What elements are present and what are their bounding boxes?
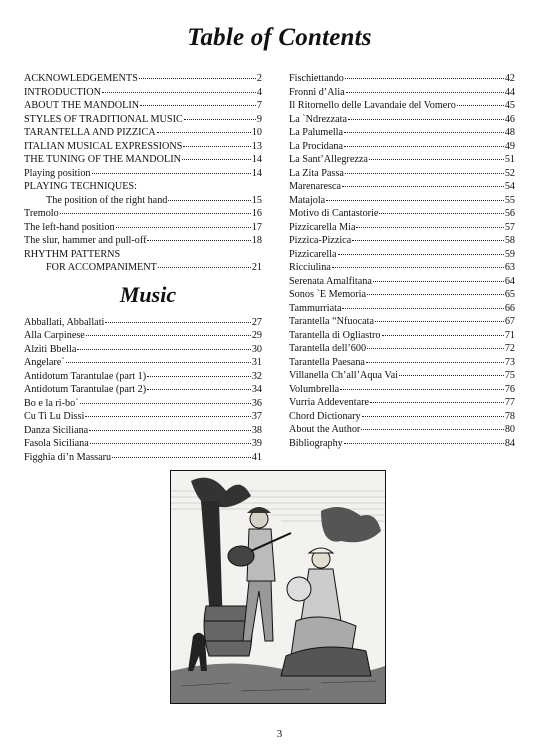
- toc-entry-title: Bibliography: [289, 437, 343, 449]
- toc-right-list: [289, 72, 515, 450]
- toc-entry-page: 16: [251, 208, 262, 219]
- dot-leader: [332, 267, 504, 268]
- toc-entry: [24, 86, 262, 100]
- toc-entry-page: 84: [504, 437, 515, 449]
- dot-leader: [338, 254, 504, 255]
- toc-entry-page: 45: [504, 100, 515, 111]
- toc-entry: [289, 207, 515, 221]
- dot-leader: [66, 362, 251, 363]
- section-heading-music: Music: [119, 281, 177, 307]
- toc-entry-page: 34: [251, 384, 262, 395]
- toc-entry: [289, 315, 515, 329]
- toc-entry-page: 44: [504, 86, 515, 98]
- toc-entry-title: Marenaresca: [289, 181, 342, 192]
- dot-leader: [116, 227, 251, 228]
- toc-entry-page: 58: [504, 235, 515, 246]
- toc-entry: [24, 126, 262, 140]
- toc-entry: [289, 329, 515, 343]
- toc-entry-title: Serenata Amalfitana: [289, 275, 372, 287]
- toc-entry-page: 78: [504, 410, 515, 422]
- toc-entry-title: The position of the right hand: [46, 194, 168, 206]
- toc-entry-page: 39: [251, 438, 262, 449]
- toc-entry: [24, 261, 262, 275]
- toc-entry-title: Abballati, Abballati: [24, 316, 105, 328]
- toc-entry: [289, 410, 515, 424]
- toc-entry-page: 18: [251, 235, 262, 246]
- toc-entry: [289, 167, 515, 181]
- toc-entry-page: 66: [504, 302, 515, 314]
- toc-entry-page: 52: [504, 167, 515, 179]
- dot-leader: [356, 227, 503, 228]
- toc-entry: [289, 72, 515, 86]
- toc-entry-title: Bo e la ri-bo`: [24, 397, 79, 409]
- dot-leader: [105, 322, 250, 323]
- toc-entry-page: 64: [504, 275, 515, 287]
- toc-entry-title: La Procidana: [289, 140, 344, 152]
- dot-leader: [80, 403, 251, 404]
- toc-entry: [289, 423, 515, 437]
- toc-entry: [289, 288, 515, 302]
- toc-entry: [289, 302, 515, 316]
- toc-entry-page: 10: [251, 127, 262, 138]
- dot-leader: [362, 416, 504, 417]
- dot-leader: [345, 173, 504, 174]
- toc-entry: [24, 194, 262, 208]
- toc-entry: [289, 221, 515, 235]
- toc-entry: [24, 140, 262, 154]
- toc-entry-page: 37: [251, 411, 262, 422]
- toc-entry-title: Danza Siciliana: [24, 424, 89, 436]
- toc-entry: [289, 383, 515, 397]
- toc-entry-page: 75: [504, 370, 515, 381]
- dot-leader: [112, 457, 251, 458]
- toc-entry-page: 77: [504, 397, 515, 408]
- toc-entry-page: 27: [251, 316, 262, 328]
- dot-leader: [340, 389, 504, 390]
- dot-leader: [457, 105, 504, 106]
- dot-leader: [147, 376, 251, 377]
- toc-entry-page: 2: [256, 73, 262, 84]
- toc-right-column: [289, 72, 515, 450]
- dot-leader: [90, 443, 251, 444]
- toc-entry-page: 41: [251, 451, 262, 463]
- toc-entry: [289, 99, 515, 113]
- toc-entry: [24, 153, 262, 167]
- toc-entry-title: Tarantella “Nfuocata: [289, 316, 374, 327]
- toc-entry-page: 71: [504, 329, 515, 341]
- toc-entry-title: Sonos `E Memoria: [289, 289, 366, 300]
- toc-entry-page: 54: [504, 181, 515, 192]
- toc-entry: [24, 316, 262, 330]
- toc-entry: [24, 343, 262, 357]
- toc-entry: [289, 356, 515, 370]
- dot-leader: [344, 132, 504, 133]
- dot-leader: [147, 389, 251, 390]
- toc-entry: [24, 234, 262, 248]
- toc-entry-page: 36: [251, 397, 262, 409]
- toc-entry-page: 46: [504, 113, 515, 125]
- dot-leader: [346, 92, 504, 93]
- toc-entry-title: THE TUNING OF THE MANDOLIN: [24, 154, 181, 165]
- toc-entry: [289, 261, 515, 275]
- toc-entry-title: STYLES OF TRADITIONAL MUSIC: [24, 113, 183, 125]
- dot-leader: [344, 146, 504, 147]
- toc-entry-title: FOR ACCOMPANIMENT: [46, 262, 157, 273]
- toc-entry-page: 15: [251, 194, 262, 206]
- toc-entry-title: Tremolo: [24, 208, 59, 219]
- toc-entry: [24, 356, 262, 370]
- page-number: 3: [276, 728, 283, 740]
- toc-entry-title: RHYTHM PATTERNS: [24, 248, 121, 260]
- toc-entry-page: 13: [251, 140, 262, 152]
- toc-entry: [289, 396, 515, 410]
- toc-entry-page: 51: [504, 154, 515, 165]
- toc-entry-page: 73: [504, 356, 515, 368]
- dot-leader: [367, 294, 504, 295]
- toc-entry: [289, 180, 515, 194]
- toc-entry-title: Tarantella dell’600: [289, 343, 367, 354]
- toc-entry-title: Tammurriata: [289, 302, 342, 314]
- dot-leader: [342, 308, 503, 309]
- toc-entry-title: Antidotum Tarantulae (part 1): [24, 370, 147, 382]
- dot-leader: [158, 267, 251, 268]
- toc-entry-title: Alziti Bbella: [24, 343, 77, 355]
- toc-entry-title: Antidotum Tarantulae (part 2): [24, 384, 147, 395]
- toc-entry-title: Pizzica-Pizzica: [289, 235, 352, 246]
- toc-entry: [289, 234, 515, 248]
- dot-leader: [382, 335, 504, 336]
- toc-entry: [289, 275, 515, 289]
- dot-leader: [86, 335, 251, 336]
- toc-entry-page: 76: [504, 383, 515, 395]
- toc-entry: [289, 113, 515, 127]
- toc-entry-title: Figghia di’n Massaru: [24, 451, 112, 463]
- toc-entry-page: 38: [251, 424, 262, 436]
- dot-leader: [326, 200, 504, 201]
- toc-entry-title: La Palumella: [289, 127, 344, 138]
- toc-entry-title: Matajola: [289, 194, 326, 206]
- toc-entry: [24, 180, 262, 194]
- dot-leader: [183, 146, 250, 147]
- dot-leader: [60, 213, 251, 214]
- toc-entry-title: Chord Dictionary: [289, 410, 361, 422]
- toc-entry-page: 65: [504, 289, 515, 300]
- toc-entry: [24, 99, 262, 113]
- toc-entry: [289, 194, 515, 208]
- toc-entry-title: Volumbrella: [289, 383, 340, 395]
- toc-entry-page: 9: [256, 113, 262, 125]
- dot-leader: [157, 132, 251, 133]
- toc-entry-title: TARANTELLA AND PIZZICA: [24, 127, 156, 138]
- toc-entry: [24, 424, 262, 438]
- dot-leader: [379, 213, 503, 214]
- toc-entry-title: PLAYING TECHNIQUES:: [24, 181, 137, 192]
- dot-leader: [182, 159, 251, 160]
- toc-entry: [24, 370, 262, 384]
- toc-entry-title: ITALIAN MUSICAL EXPRESSIONS: [24, 140, 183, 152]
- toc-entry: [289, 369, 515, 383]
- toc-entry-page: 7: [256, 100, 262, 111]
- toc-entry-page: 4: [256, 86, 262, 98]
- toc-entry-page: 67: [504, 316, 515, 327]
- toc-entry-title: Fronni d’Alia: [289, 86, 345, 98]
- toc-entry-title: Vurria Addeventare: [289, 397, 370, 408]
- toc-entry-title: La Sant’Allegrezza: [289, 154, 368, 165]
- toc-entry-page: 57: [504, 221, 515, 233]
- toc-entry-title: The left-hand position: [24, 221, 115, 233]
- dot-leader: [399, 375, 504, 376]
- toc-entry: [289, 126, 515, 140]
- toc-entry-page: 49: [504, 140, 515, 152]
- toc-left-column: [24, 72, 262, 464]
- toc-entry-title: Pizzicarella Mia: [289, 221, 356, 233]
- dot-leader: [147, 240, 250, 241]
- dot-leader: [139, 78, 256, 79]
- toc-entry-title: Ricciulina: [289, 262, 331, 273]
- dot-leader: [348, 119, 504, 120]
- dot-leader: [367, 348, 504, 349]
- toc-entry-title: INTRODUCTION: [24, 86, 101, 98]
- toc-entry: [24, 410, 262, 424]
- toc-entry-title: Alla Carpinese: [24, 330, 85, 341]
- toc-entry-title: La Zita Passa: [289, 167, 344, 179]
- toc-entry-page: 59: [504, 248, 515, 260]
- dot-leader: [77, 349, 250, 350]
- toc-entry-page: 31: [251, 357, 262, 368]
- dot-leader: [89, 430, 251, 431]
- toc-entry-title: Fasola Siciliana: [24, 438, 89, 449]
- toc-entry-title: Tarantella Paesana: [289, 356, 365, 368]
- toc-intro-list: [24, 72, 262, 275]
- toc-entry-title: Villanella Ch’all’Aqua Vai: [289, 370, 398, 381]
- dot-leader: [369, 159, 504, 160]
- toc-entry-title: Playing position: [24, 167, 91, 179]
- dot-leader: [361, 429, 504, 430]
- toc-entry-page: 30: [251, 343, 262, 355]
- toc-entry: [24, 72, 262, 86]
- toc-entry: [289, 248, 515, 262]
- toc-entry: [24, 167, 262, 181]
- toc-entry: [289, 140, 515, 154]
- toc-entry-page: 56: [504, 208, 515, 219]
- toc-entry: [289, 153, 515, 167]
- toc-entry-page: 80: [504, 424, 515, 435]
- toc-entry: [24, 437, 262, 451]
- dot-leader: [373, 281, 504, 282]
- dot-leader: [375, 321, 504, 322]
- toc-entry-page: 17: [251, 221, 262, 233]
- toc-entry-title: La `Ndrezzata: [289, 113, 347, 125]
- toc-entry-title: About the Author: [289, 424, 361, 435]
- toc-music-list: [24, 316, 262, 465]
- dot-leader: [102, 92, 256, 93]
- toc-entry-title: ABOUT THE MANDOLIN: [24, 100, 140, 111]
- toc-entry-page: 63: [504, 262, 515, 273]
- page-title: Table of Contents: [187, 24, 372, 51]
- toc-entry-page: 72: [504, 343, 515, 354]
- toc-entry-page: 32: [251, 370, 262, 382]
- toc-entry-title: ACKNOWLEDGEMENTS: [24, 73, 138, 84]
- dot-leader: [184, 119, 256, 120]
- toc-entry: [24, 397, 262, 411]
- toc-entry: [24, 383, 262, 397]
- toc-entry-page: 29: [251, 330, 262, 341]
- toc-entry-title: The slur, hammer and pull-off: [24, 235, 147, 246]
- dot-leader: [342, 186, 504, 187]
- toc-entry-title: Tarantella di Ogliastro: [289, 329, 381, 341]
- dot-leader: [352, 240, 504, 241]
- toc-entry: [24, 113, 262, 127]
- toc-entry-title: Angelare`: [24, 357, 65, 368]
- toc-entry: [24, 248, 262, 262]
- toc-entry-title: Motivo di Cantastorie: [289, 208, 379, 219]
- toc-entry-page: 14: [251, 167, 262, 179]
- toc-entry: [24, 221, 262, 235]
- toc-entry: [289, 86, 515, 100]
- dot-leader: [366, 362, 504, 363]
- toc-entry-page: 21: [251, 262, 262, 273]
- dot-leader: [92, 173, 251, 174]
- dot-leader: [168, 200, 250, 201]
- toc-entry-page: 42: [504, 73, 515, 84]
- toc-entry-page: 55: [504, 194, 515, 206]
- dot-leader: [345, 78, 504, 79]
- toc-entry-title: Fischiettando: [289, 73, 344, 84]
- toc-entry-title: Il Ritornello delle Lavandaie del Vomero: [289, 100, 456, 111]
- toc-entry: [289, 437, 515, 451]
- mandolin-player-engraving: [170, 470, 386, 704]
- toc-entry-page: 48: [504, 127, 515, 138]
- toc-entry-title: Cu Ti Lu Dissi: [24, 411, 85, 422]
- toc-entry-page: 14: [251, 154, 262, 165]
- toc-entry: [24, 207, 262, 221]
- dot-leader: [85, 416, 251, 417]
- dot-leader: [370, 402, 504, 403]
- toc-entry: [24, 329, 262, 343]
- toc-entry: [24, 451, 262, 465]
- toc-entry: [289, 342, 515, 356]
- dot-leader: [140, 105, 256, 106]
- dot-leader: [344, 443, 504, 444]
- toc-entry-title: Pizzicarella: [289, 248, 337, 260]
